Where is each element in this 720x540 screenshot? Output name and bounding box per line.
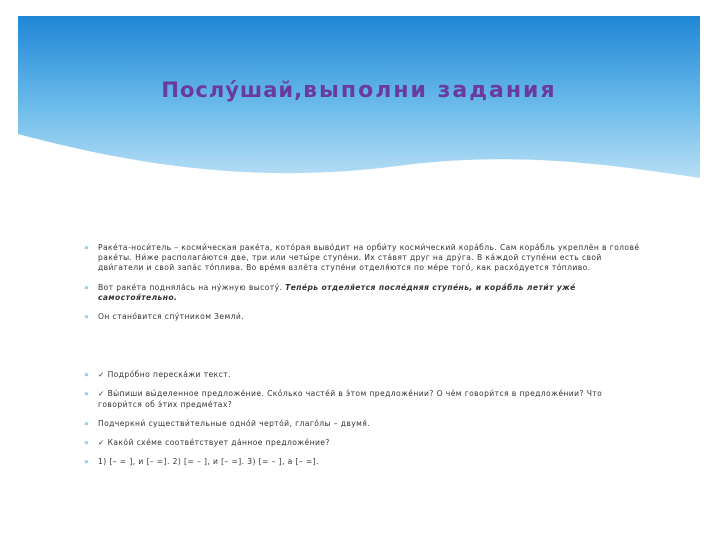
wave-background (18, 16, 700, 216)
item-text: Раке́та-носи́тель – косми́ческая раке́та, кото́рая выво́дит на орби́ту косми́ческий кора́бль. Сам кора́бль укреплён в голове́ раке́ты. Ни́же располага́ются две, три или четы́ре ступе́ни. Их ста́вят друг на дру́га. В ка́ждой ступе́ни есть свой дви́гатели и свой запа́с то́плива. Во вре́мя взлёта ступе́ни отделя́ются по ме́ре того́, как расхо́дуется то́пливо. (98, 243, 640, 273)
list-item (84, 438, 644, 448)
item-text: ✓ Како́й схе́ме соотве́тствует да́нное предложе́ние? (98, 438, 330, 448)
bullet-icon: » (84, 418, 90, 428)
item-text: Подчеркни́ существи́тельные одно́й черто́й, глаго́лы – двумя́. (98, 418, 371, 428)
item-text: ✓ Вы́пиши вы́деленное предложе́ние. Ско́лько часте́й в э́том предложе́нии? О чём говори́тся в предложе́нии? Что говори́тся об э́тих предме́тах? (98, 389, 603, 409)
title-part2: выполни задания (303, 78, 557, 103)
list-item (84, 370, 644, 380)
bullet-icon: » (84, 243, 90, 252)
list-item (84, 283, 644, 303)
highlighted-sentence: Тепе́рь отделя́ется после́дняя ступе́нь, и кора́бль лети́т уже́ самостоя́тельно. (98, 282, 576, 302)
bullet-icon: » (84, 438, 90, 448)
item-text: Вот раке́та подняла́сь на ну́жную высоту́. (98, 282, 286, 292)
page-title (18, 78, 700, 103)
bullet-icon: » (84, 457, 90, 467)
content-list (84, 243, 644, 467)
item-text: Он стано́вится спу́тником Земли́. (98, 312, 245, 322)
list-item (84, 312, 644, 322)
item-text: ✓ Подро́бно переска́жи текст. (98, 370, 231, 380)
list-item (84, 457, 644, 467)
header-banner (18, 16, 700, 216)
bullet-icon: » (84, 370, 90, 380)
list-item (84, 389, 644, 409)
title-part1: Послу́шай, (161, 78, 304, 102)
item-text: 1) [– = ], и [– =]. 2) [= – ], и [– =]. 3) [= – ], а [– =]. (98, 457, 319, 467)
bullet-icon: » (84, 389, 90, 399)
list-item (84, 243, 644, 274)
bullet-icon: » (84, 312, 90, 322)
bullet-icon: » (84, 282, 90, 292)
list-item (84, 419, 644, 429)
